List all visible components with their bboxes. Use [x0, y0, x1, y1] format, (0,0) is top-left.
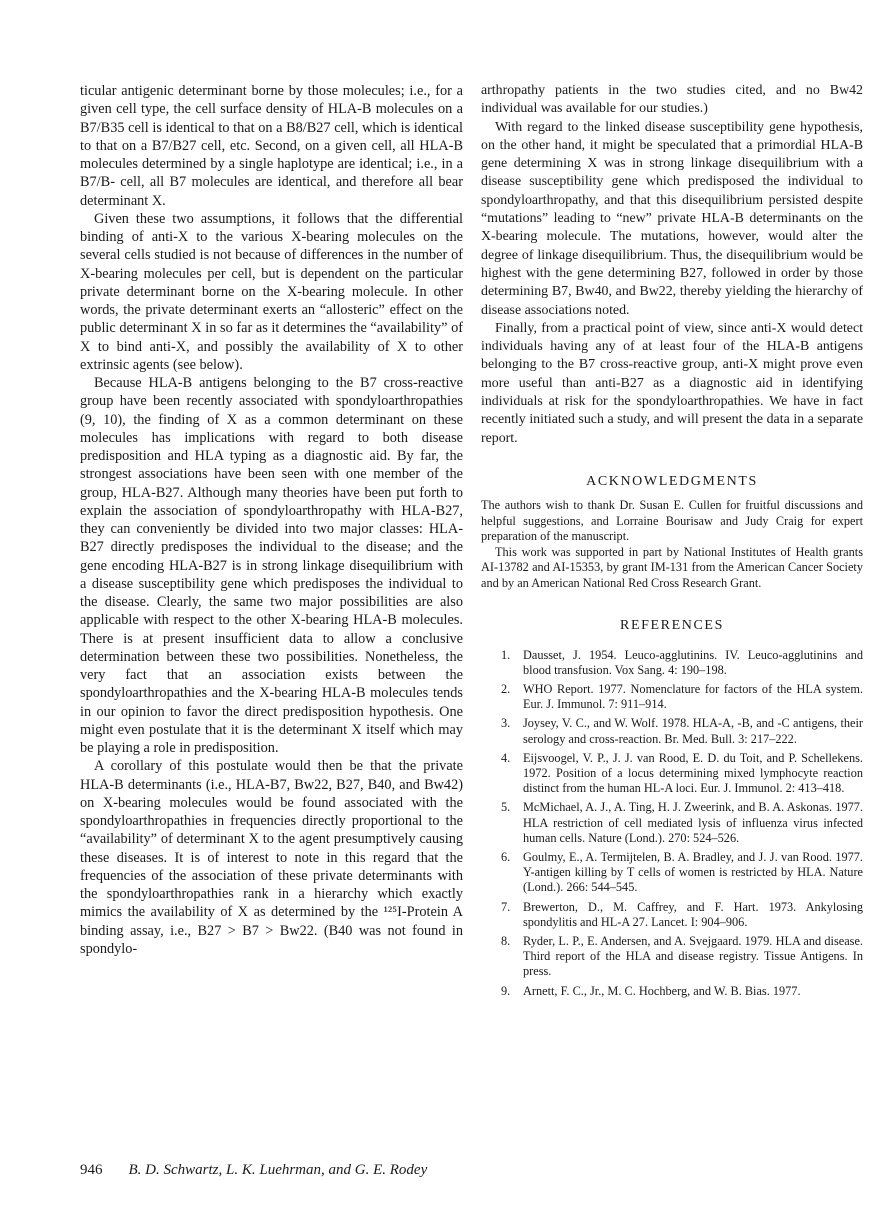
reference-number: 3. — [501, 716, 511, 731]
acknowledgments-paragraph: This work was supported in part by National Institutes of Health grants AI-13782 and AI-15353, by grant IM-131 from the American Cancer Society and by an American National Red Cross Research Grant. — [481, 544, 863, 590]
reference-text: Brewerton, D., M. Caffrey, and F. Hart. 1973. Ankylosing spondylitis and HL-A 27. Lancet. I: 904–906. — [523, 899, 863, 929]
reference-item — [481, 682, 863, 712]
reference-item — [481, 716, 863, 746]
references-heading: REFERENCES — [620, 617, 724, 633]
reference-number: 7. — [501, 899, 511, 914]
references-list — [481, 648, 863, 999]
reference-item — [481, 648, 863, 678]
reference-number: 9. — [501, 983, 511, 998]
acknowledgments-paragraph: The authors wish to thank Dr. Susan E. Cullen for fruitful discussions and helpful suggestions, and Lorraine Bourisaw and Judy Craig for expert preparation of the manuscript. — [481, 497, 863, 544]
reference-number: 1. — [501, 647, 511, 662]
reference-item — [481, 751, 863, 797]
reference-text: Arnett, F. C., Jr., M. C. Hochberg, and W. B. Bias. 1977. — [523, 983, 801, 998]
reference-item — [481, 984, 863, 999]
body-paragraph: Because HLA-B antigens belonging to the B7 cross-reactive group have been recently associated with spondyloarthropathies (9, 10), the finding of X as a common determinant on these molecules has implications with regard to both disease predisposition and HLA typing as a diagnostic aid. By far, the strongest associations have been seen with one member of the group, HLA-B27. Although many theories have been put forth to explain the association of spondyloarthropathy with HLA-B27, they can conveniently be divided into two major classes: HLA-B27 directly predisposes the individual to the disease; and the gene encoding HLA-B27 is in strong linkage disequilibrium with a disease susceptibility gene which predisposes the individual to the disease. Clearly, the same two major possibilities are also applicable with respect to the other X-bearing HLA-B molecules. There is at present insufficient data to allow a conclusive determination between these two possibilities. Nonetheless, the very fact that an association exists between the spondyloarthropathies and the X-bearing HLA-B molecules tends in our opinion to favor the direct predisposition hypothesis. One might even postulate that it is the determinant X itself which may be playing a role in predisposition. — [80, 375, 463, 756]
body-paragraph: ticular antigenic determinant borne by those molecules; i.e., for a given cell type, the cell surface density of HLA-B molecules on a B7/B35 cell is identical to that on a B8/B27 cell, which is identical to that on a B7/B27 cell, etc. Second, on a given cell, all HLA-B molecules determined by a single haplotype are identical; i.e., in a B7/B- cell, all B7 molecules are identical, and therefore all bear determinant X. — [80, 83, 463, 209]
reference-item — [481, 800, 863, 846]
left-column — [80, 82, 463, 958]
reference-item — [481, 900, 863, 930]
body-paragraph: arthropathy patients in the two studies cited, and no Bw42 individual was available for our studies.) — [481, 83, 863, 117]
reference-text: Goulmy, E., A. Termijtelen, B. A. Bradley, and J. J. van Rood. 1977. Y-antigen killing by T cells of women is restricted by HLA. Nature (Lond.). 266: 544–545. — [523, 849, 863, 895]
reference-number: 4. — [501, 750, 511, 765]
body-paragraph: Given these two assumptions, it follows that the differential binding of anti-X to the various X-bearing molecules on the several cells studied is not because of differences in the number of X-bearing molecules per cell, but is dependent on the particular private determinant borne on the X-bearing molecule. In other words, the private determinant exerts an “allosteric” effect on the public determinant X in so far as it determines the “availability” of X to bind anti-X, and possibly the availability of X to other extrinsic agents (see below). — [80, 210, 463, 373]
reference-number: 6. — [501, 849, 511, 864]
reference-text: McMichael, A. J., A. Ting, H. J. Zweerink, and B. A. Askonas. 1977. HLA restriction of cell mediated lysis of influenza virus infected human cells. Nature (Lond.). 270: 524–526. — [523, 800, 863, 845]
reference-text: WHO Report. 1977. Nomenclature for factors of the HLA system. Eur. J. Immunol. 7: 911–914. — [523, 681, 863, 712]
reference-item — [481, 934, 863, 980]
reference-text: Eijsvoogel, V. P., J. J. van Rood, E. D. du Toit, and P. Schellekens. 1972. Position of a locus determining mixed lymphocyte reaction distinct from the human HL-A loci. Eur. J. Immunol. 2: 413–418. — [523, 750, 863, 796]
reference-item — [481, 850, 863, 896]
reference-text: Ryder, L. P., E. Andersen, and A. Svejgaard. 1979. HLA and disease. Third report of the HLA and disease registry. Tissue Antigens. In press. — [523, 933, 863, 979]
acknowledgments-heading: ACKNOWLEDGMENTS — [586, 473, 758, 489]
page-number: 946 — [80, 1162, 103, 1178]
reference-number: 8. — [501, 933, 511, 948]
reference-text: Dausset, J. 1954. Leuco-agglutinins. IV. Leuco-agglutinins and blood transfusion. Vox Sang. 4: 190–198. — [523, 647, 863, 677]
running-authors: B. D. Schwartz, L. K. Luehrman, and G. E. Rodey — [128, 1162, 428, 1178]
body-paragraph: With regard to the linked disease susceptibility gene hypothesis, on the other hand, it might be speculated that a primordial HLA-B gene determining X was in strong linkage disequilibrium with a disease susceptibility gene which predisposed the individual to spondyloarthropathy, and that this disequilibrium persisted despite “mutations” leading to “new” private HLA-B determinants on the X-bearing molecule. The mutations, however, would alter the degree of linkage disequilibrium. Thus, the disequilibrium would be highest with the gene determining B27, followed in order by those determining B7, Bw40, and Bw22, thereby yielding the hierarchy of disease associations noted. — [481, 119, 863, 318]
body-paragraph: Finally, from a practical point of view, since anti-X would detect individuals having any of at least four of the HLA-B antigens belonging to the B7 cross-reactive group, anti-X might prove even more useful than anti-B27 as a diagnostic aid in identifying individuals at risk for the spondyloarthropathies. We have in fact recently initiated such a study, and will present the data in a separate report. — [481, 320, 863, 446]
reference-number: 5. — [501, 800, 511, 815]
reference-text: Joysey, V. C., and W. Wolf. 1978. HLA-A, -B, and -C antigens, their serology and cross-reaction. Br. Med. Bull. 3: 217–222. — [523, 716, 863, 746]
reference-number: 2. — [501, 681, 511, 696]
page-footer — [80, 1161, 863, 1179]
body-paragraph: A corollary of this postulate would then be that the private HLA-B determinants (i.e., HLA-B7, Bw22, B27, B40, and Bw42) on X-bearing molecules would be found associated with the spondyloarthropathies in frequencies directly proportional to the “availability” of determinant X to the agent presumptively causing these diseases. It is of interest to note in this regard that the frequencies of the association of these private determinants with the spondyloarthropathies rank in a hierarchy which exactly mimics the availability of X as determined by the ¹²⁵I-Protein A binding assay, i.e., B27 > B7 > Bw22. (B40 was not found in spondylo- — [80, 758, 463, 957]
right-column — [481, 82, 863, 1003]
